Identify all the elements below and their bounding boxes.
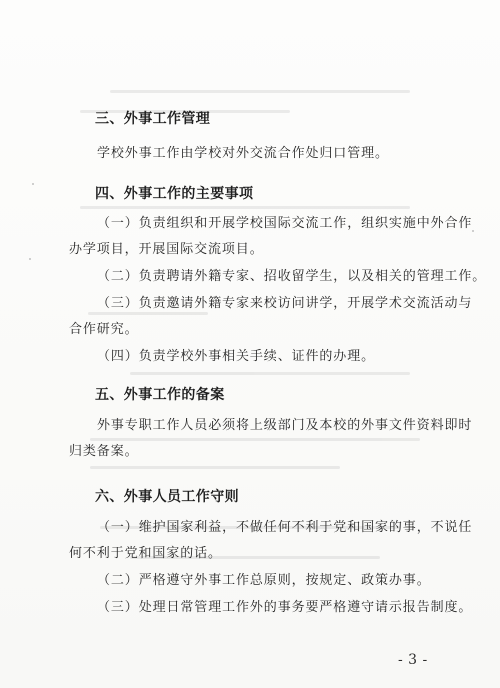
scan-speck — [32, 183, 34, 185]
list-item-line: 办学项目，开展国际交流项目。 — [69, 242, 264, 257]
section-heading: 五、外事工作的备案 — [95, 387, 225, 403]
page-number: - 3 - — [398, 652, 428, 668]
list-item-line: 合作研究。 — [69, 322, 139, 337]
list-item-line: 何不利于党和国家的话。 — [69, 546, 222, 561]
section-heading: 三、外事工作管理 — [95, 111, 211, 127]
scan-speck — [29, 258, 31, 260]
list-item-line: （三）负责邀请外籍专家来校访问讲学，开展学术交流活动与 — [97, 296, 473, 311]
paragraph-line: 学校外事工作由学校对外交流合作处归口管理。 — [97, 146, 389, 161]
list-item-line: （二）严格遵守外事工作总原则，按规定、政策办事。 — [97, 573, 431, 588]
list-item-line: （二）负责聘请外籍专家、招收留学生，以及相关的管理工作。 — [97, 269, 487, 284]
section-heading: 四、外事工作的主要事项 — [95, 186, 254, 202]
paragraph-line: 归类备案。 — [69, 444, 139, 459]
list-item-line: （一）负责组织和开展学校国际交流工作，组织实施中外合作 — [97, 216, 473, 231]
section-heading: 六、外事人员工作守则 — [95, 489, 239, 505]
list-item-line: （三）处理日常管理工作外的事务要严格遵守请示报告制度。 — [97, 600, 473, 615]
list-item-line: （一）维护国家利益，不做任何不利于党和国家的事，不说任 — [97, 520, 473, 535]
paragraph-line: 外事专职工作人员必须将上级部门及本校的外事文件资料即时 — [97, 418, 473, 433]
list-item-line: （四）负责学校外事相关手续、证件的办理。 — [97, 349, 376, 364]
